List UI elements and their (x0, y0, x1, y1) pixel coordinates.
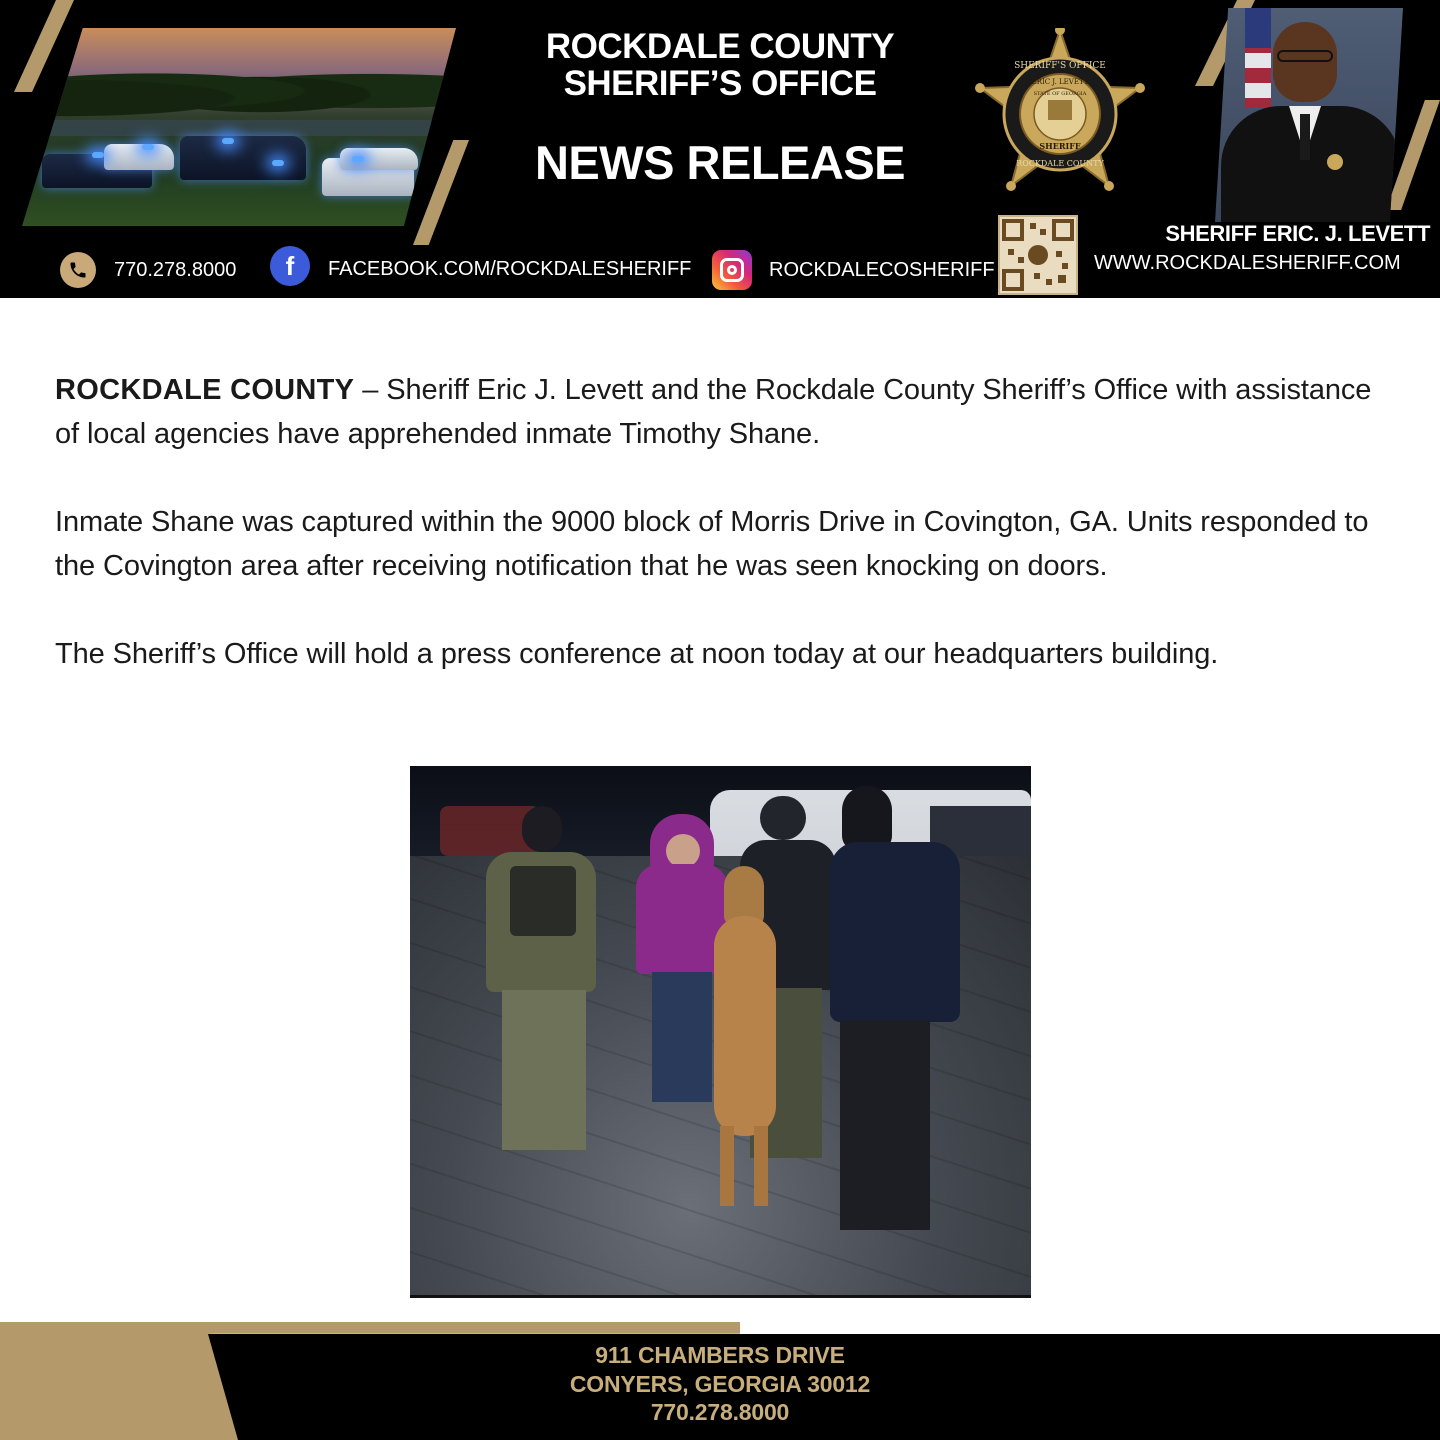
qr-code-icon[interactable] (998, 215, 1078, 295)
dateline: ROCKDALE COUNTY (55, 374, 355, 406)
phone-icon (60, 252, 96, 288)
badge-text-center: SHERIFF (1039, 141, 1081, 151)
news-release-body (55, 368, 1395, 720)
facebook-icon: f (270, 246, 310, 286)
sheriff-portrait (1215, 8, 1403, 222)
website-url: WWW.ROCKDALESHERIFF.COM (1094, 252, 1401, 274)
title-line-2: SHERIFF’S OFFICE (563, 64, 877, 103)
footer-address (0, 1341, 1440, 1427)
arrest-photo (410, 766, 1031, 1298)
phone-contact[interactable] (60, 252, 236, 288)
phone-number: 770.278.8000 (114, 258, 237, 281)
facebook-url: FACEBOOK.COM/ROCKDALESHERIFF (328, 257, 692, 280)
badge-text-top: SHERIFF'S OFFICE (1014, 61, 1106, 71)
sheriff-star-badge-icon (975, 28, 1145, 193)
paragraph-1-text: – Sheriff Eric J. Levett and the Rockdale County Sheriff’s Office with assistance of local agencies have apprehended inmate Timothy Shane. (55, 374, 1372, 450)
instagram-icon (712, 250, 752, 290)
patrol-cars-photo (22, 28, 456, 226)
badge-text-bottom: ROCKDALE COUNTY (1016, 159, 1104, 168)
instagram-handle: ROCKDALECOSHERIFF (769, 258, 995, 281)
badge-text-state: STATE OF GEORGIA (1033, 91, 1087, 97)
footer-phone[interactable]: 770.278.8000 (650, 1399, 790, 1425)
website-contact[interactable] (1094, 252, 1401, 275)
instagram-contact[interactable] (712, 250, 995, 290)
badge-text-name: ERIC J. LEVETT (1031, 78, 1089, 86)
footer-street: 911 CHAMBERS DRIVE (595, 1342, 845, 1368)
paragraph-1 (55, 368, 1395, 456)
paragraph-3: The Sheriff’s Office will hold a press conference at noon today at our headquarters building. (55, 638, 1219, 670)
header-banner (0, 0, 1440, 298)
office-title (500, 28, 940, 188)
gold-accent-slash (14, 0, 74, 92)
paragraph-2: Inmate Shane was captured within the 9000 block of Morris Drive in Covington, GA. Units responded to the Covington area after receiving notification that he was seen knocking on doors. (55, 506, 1369, 582)
sheriff-name-caption: SHERIFF ERIC. J. LEVETT (1165, 221, 1430, 246)
facebook-contact[interactable] (270, 252, 691, 286)
title-line-1: ROCKDALE COUNTY (545, 27, 895, 66)
footer-city: CONYERS, GEORGIA 30012 (569, 1370, 871, 1397)
news-release-heading: NEWS RELEASE (534, 136, 906, 189)
